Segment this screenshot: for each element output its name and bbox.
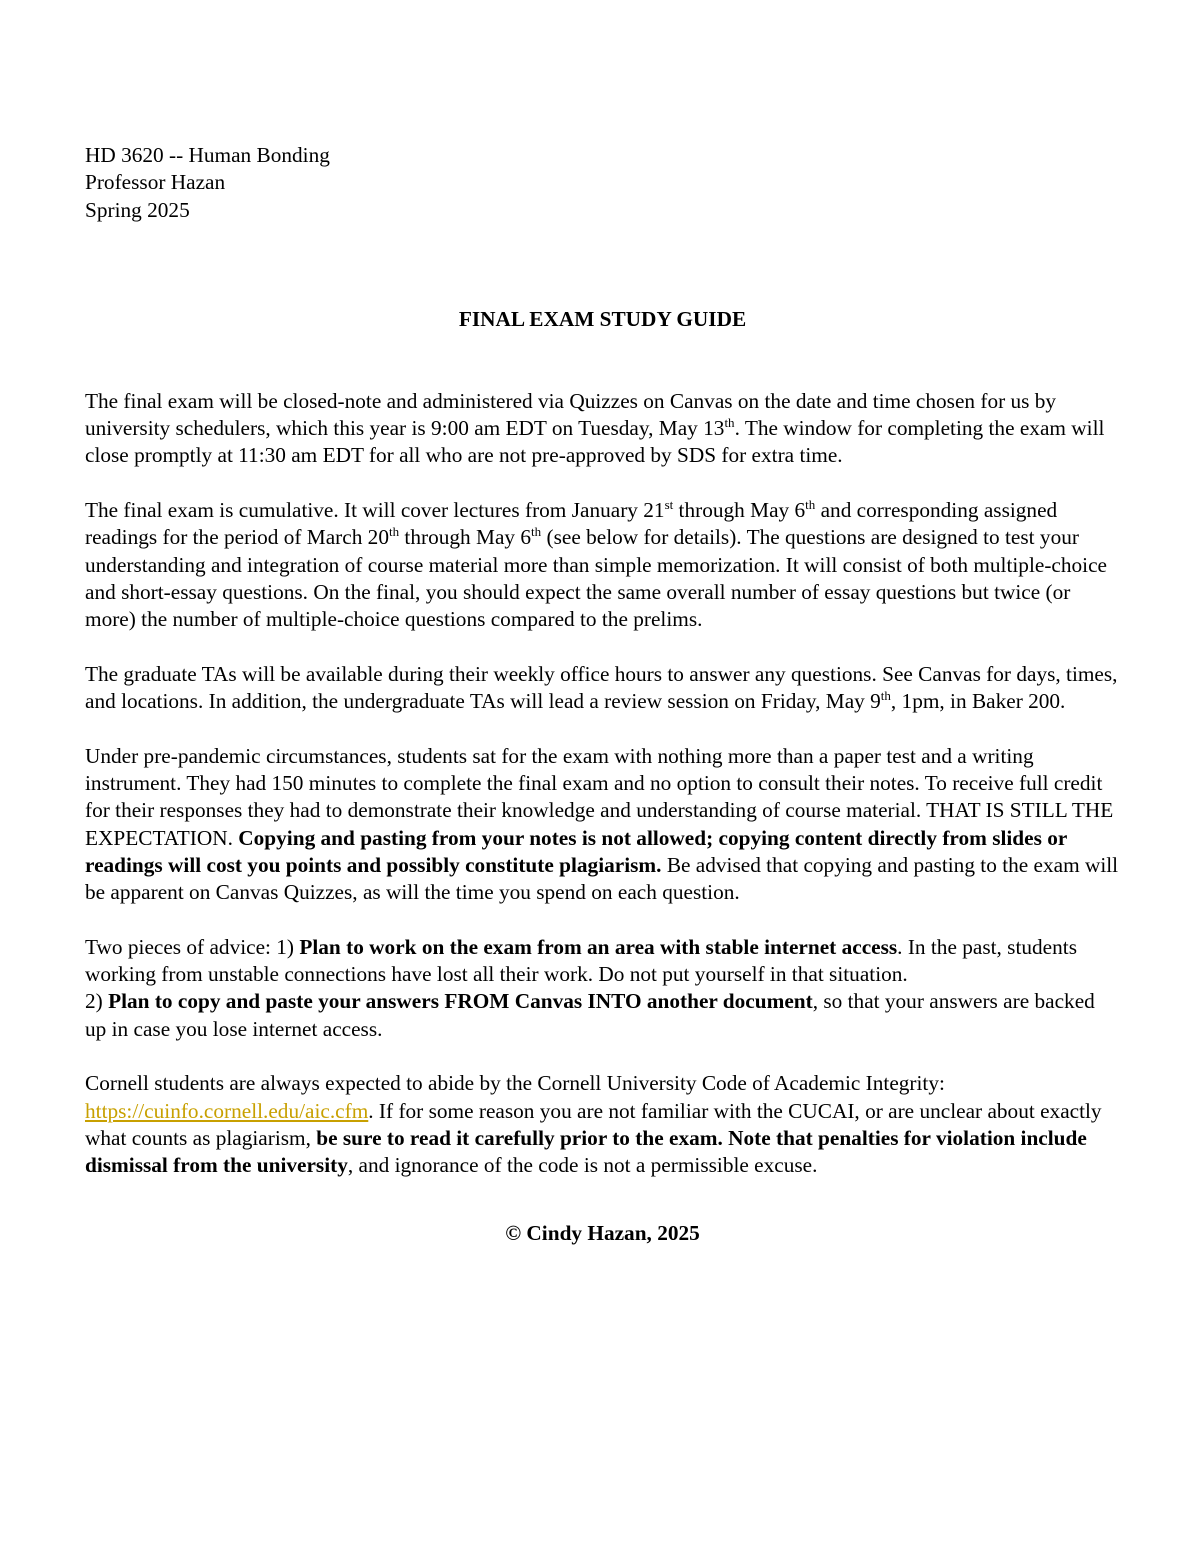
text-segment: , 1pm, in Baker 200. [890, 689, 1066, 714]
paragraph-advice [85, 934, 1120, 1043]
paragraph-office-hours [85, 661, 1120, 716]
paragraph-exam-format [85, 388, 1120, 470]
text-segment: . If for some reason you are not familiar with the CUCAI, or are unclear about exactly what counts as plagiarism, [85, 1098, 1102, 1150]
bold-warning: be sure to read it carefully prior to the exam. Note that penalties for violation include dismissal from the university [85, 1125, 1087, 1178]
text-segment: The final exam is cumulative. It will cover lectures from January 21 [85, 497, 665, 522]
text-segment: Two pieces of advice: 1) [85, 934, 300, 959]
superscript: th [724, 415, 735, 431]
superscript: th [531, 524, 542, 540]
text-segment: The graduate TAs will be available during their weekly office hours to answer any questions. See Canvas for days, times, and locations. In addition, the undergraduate TAs will lead a review session on Friday, May 9 [85, 661, 1118, 714]
superscript: th [880, 688, 891, 704]
paragraph-exam-content [85, 497, 1120, 633]
text-segment: through May 6 [673, 497, 806, 522]
bold-warning: Copying and pasting from your notes is not allowed; copying content directly from slides or readings will cost you points and possibly constitute plagiarism. [85, 825, 1067, 877]
text-segment: Under pre-pandemic circumstances, students sat for the exam with nothing more than a paper test and a writing instrument. They had 150 minutes to complete the final exam and no option to consult their notes. To receive full credit for their responses they had to demonstrate their knowledge and understanding of course material. THAT IS STILL THE EXPECTATION. [85, 743, 1114, 850]
text-segment: and corresponding assigned readings for the period of March 20 [85, 497, 1058, 550]
paragraph-academic-integrity [85, 1070, 1120, 1179]
text-segment: 2) [85, 989, 109, 1014]
text-segment: Cornell students are always expected to abide by the Cornell University Code of Academic Integrity: [85, 1071, 945, 1096]
text-segment: through May 6 [399, 525, 532, 550]
text-segment: (see below for details). The questions are designed to test your understanding and integration of course material more than simple memorization. It will consist of both multiple-choice and short-essay questions. On the final, you should expect the same overall number of essay questions but twice (or more) the number of multiple-choice questions compared to the prelims. [85, 525, 1107, 632]
page-title: FINAL EXAM STUDY GUIDE [458, 306, 747, 331]
text-segment: , and ignorance of the code is not a permissible excuse. [347, 1153, 818, 1178]
document-body [85, 142, 1120, 1248]
text-segment: . The window for completing the exam will close promptly at 11:30 am EDT for all who are not pre-approved by SDS for extra time. [85, 416, 1105, 468]
professor-name: Professor Hazan [85, 170, 226, 195]
course-header [85, 142, 1120, 224]
text-segment: , so that your answers are backed up in case you lose internet access. [85, 989, 1095, 1041]
text-segment: The final exam will be closed-note and administered via Quizzes on Canvas on the date and time chosen for us by university schedulers, which this year is 9:00 am EDT on Tuesday, May 13 [85, 388, 1057, 441]
bold-advice-2: Plan to copy and paste your answers FROM Canvas INTO another document [108, 989, 813, 1014]
course-name: HD 3620 -- Human Bonding [85, 143, 330, 167]
text-segment: . In the past, students working from unstable connections have lost all their work. Do not put yourself in that situation. [85, 934, 1077, 987]
academic-integrity-link[interactable]: https://cuinfo.cornell.edu/aic.cfm [85, 1098, 369, 1123]
superscript: th [805, 496, 816, 512]
term: Spring 2025 [85, 197, 190, 222]
text-segment: Be advised that copying and pasting to the exam will be apparent on Canvas Quizzes, as will the time you spend on each question. [85, 852, 1119, 905]
paragraph-expectations [85, 743, 1120, 907]
superscript: st [664, 496, 674, 512]
bold-advice-1: Plan to work on the exam from an area with stable internet access [299, 934, 898, 959]
superscript: th [388, 524, 400, 540]
copyright-notice: © Cindy Hazan, 2025 [505, 1221, 700, 1246]
